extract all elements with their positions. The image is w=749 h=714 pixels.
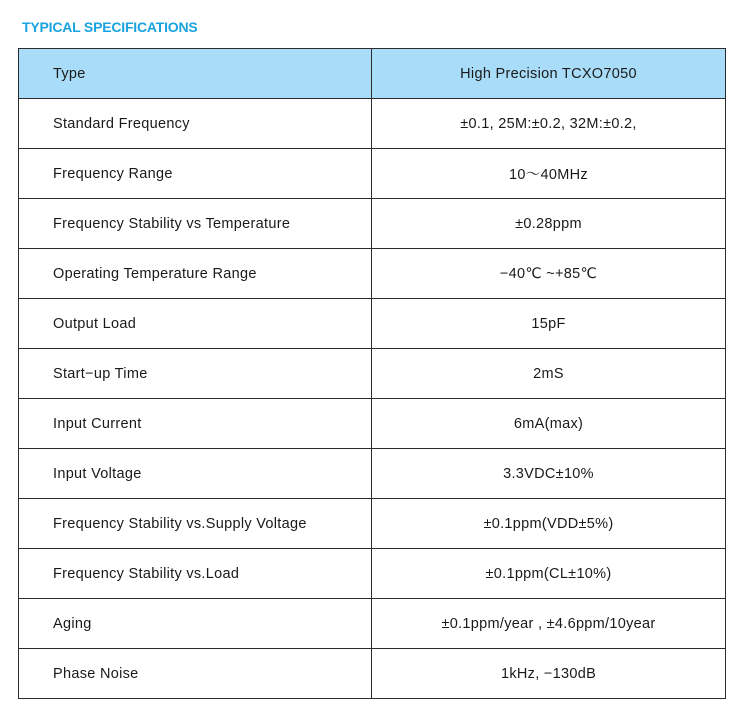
spec-label: Frequency Stability vs.Load [19, 549, 372, 599]
table-row [19, 449, 726, 499]
spec-value: 1kHz, −130dB [372, 649, 726, 699]
table-row [19, 599, 726, 649]
spec-value: 3.3VDC±10% [372, 449, 726, 499]
table-row [19, 649, 726, 699]
table-row [19, 399, 726, 449]
spec-value: 2mS [372, 349, 726, 399]
spec-value: ±0.28ppm [372, 199, 726, 249]
table-row [19, 499, 726, 549]
table-row [19, 99, 726, 149]
table-row [19, 149, 726, 199]
spec-label: Frequency Stability vs.Supply Voltage [19, 499, 372, 549]
header-value: High Precision TCXO7050 [372, 49, 726, 99]
spec-label: Standard Frequency [19, 99, 372, 149]
spec-label: Operating Temperature Range [19, 249, 372, 299]
spec-value: −40℃ ~+85℃ [372, 249, 726, 299]
spec-value: 6mA(max) [372, 399, 726, 449]
spec-value: ±0.1ppm/year , ±4.6ppm/10year [372, 599, 726, 649]
section-title: TYPICAL SPECIFICATIONS [22, 19, 198, 35]
header-label: Type [19, 49, 372, 99]
spec-label: Input Current [19, 399, 372, 449]
table-row [19, 299, 726, 349]
table-row [19, 199, 726, 249]
spec-value: 15pF [372, 299, 726, 349]
table-row [19, 349, 726, 399]
spec-value: ±0.1ppm(CL±10%) [372, 549, 726, 599]
table-row [19, 249, 726, 299]
spec-label: Start−up Time [19, 349, 372, 399]
table-header-row [19, 49, 726, 99]
spec-label: Phase Noise [19, 649, 372, 699]
spec-label: Input Voltage [19, 449, 372, 499]
spec-label: Frequency Stability vs Temperature [19, 199, 372, 249]
spec-value: 10～40MHz [372, 149, 726, 199]
spec-value: ±0.1, 25M:±0.2, 32M:±0.2, [372, 99, 726, 149]
spec-label: Output Load [19, 299, 372, 349]
specifications-table [18, 48, 726, 699]
spec-value: ±0.1ppm(VDD±5%) [372, 499, 726, 549]
spec-label: Frequency Range [19, 149, 372, 199]
table-row [19, 549, 726, 599]
spec-label: Aging [19, 599, 372, 649]
